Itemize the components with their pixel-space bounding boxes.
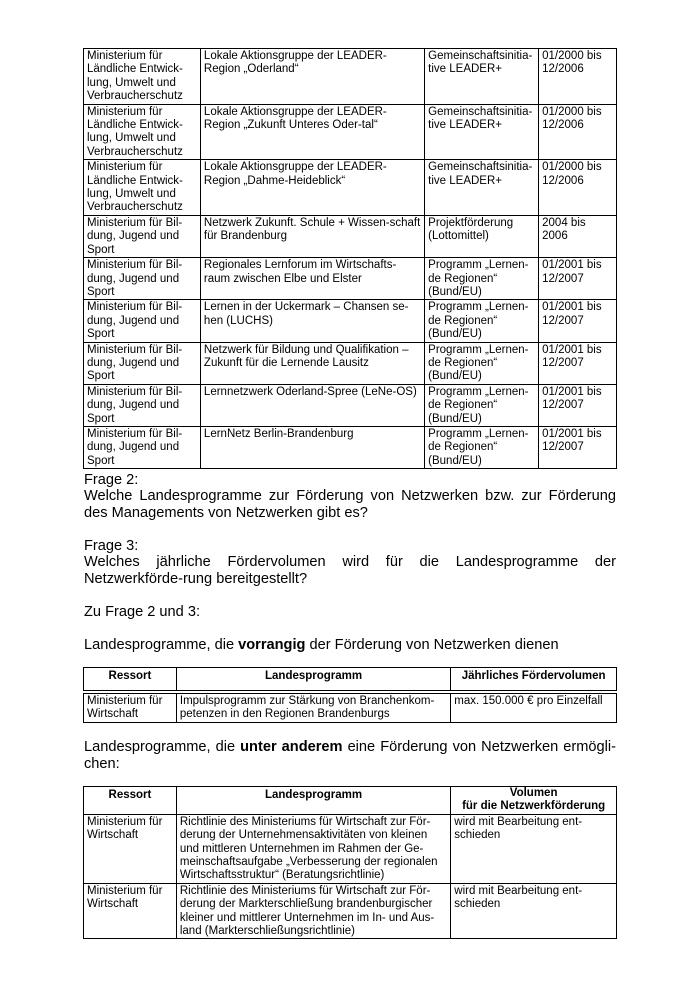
ressort-cell: Ministerium für Bil-dung, Jugend und Sport — [84, 215, 201, 257]
programm-cell: Programm „Lernen-de Regionen“ (Bund/EU) — [425, 342, 539, 384]
table-row — [84, 426, 617, 468]
network-projects-table — [83, 48, 617, 469]
programm-cell: Gemeinschaftsinitia-tive LEADER+ — [425, 160, 539, 216]
question-3-label: Frage 3: — [84, 538, 139, 554]
ressort-cell: Ministerium für Wirtschaft — [84, 694, 177, 723]
projekt-cell: Lokale Aktionsgruppe der LEADER-Region „Zukunft Unteres Oder-tal“ — [200, 104, 424, 160]
column-header-foerdervolumen: Jährliches Fördervolumen — [451, 668, 617, 691]
zeitraum-cell: 2004 bis 2006 — [539, 215, 617, 257]
projekt-cell: Netzwerk Zukunft. Schule + Wissen-schaft für Brandenburg — [200, 215, 424, 257]
column-header-volumen: Volumen für die Netzwerkförderung — [451, 787, 617, 815]
zeitraum-cell: 01/2001 bis 12/2007 — [539, 426, 617, 468]
column-header-landesprogramm: Landesprogramm — [176, 787, 450, 815]
table-row — [84, 814, 617, 883]
column-header-ressort: Ressort — [84, 668, 177, 691]
projekt-cell: LernNetz Berlin-Brandenburg — [200, 426, 424, 468]
question-2-label: Frage 2: — [84, 472, 139, 488]
zeitraum-cell: 01/2001 bis 12/2007 — [539, 342, 617, 384]
projekt-cell: Regionales Lernforum im Wirtschafts-raum zwischen Elbe und Elster — [200, 258, 424, 300]
zeitraum-cell: 01/2001 bis 12/2007 — [539, 258, 617, 300]
table-row — [84, 300, 617, 342]
landesprogramm-cell: Impulsprogramm zur Stärkung von Branchenkom-petenzen in den Regionen Brandenburgs — [176, 694, 450, 723]
programm-cell: Programm „Lernen-de Regionen“ (Bund/EU) — [425, 384, 539, 426]
column-header-landesprogramm: Landesprogramm — [176, 668, 450, 691]
zeitraum-cell: 01/2000 bis 12/2006 — [539, 49, 617, 105]
ressort-cell: Ministerium für Bil-dung, Jugend und Sport — [84, 300, 201, 342]
programm-cell: Programm „Lernen-de Regionen“ (Bund/EU) — [425, 300, 539, 342]
ressort-cell: Ministerium für Ländliche Entwick-lung, Umwelt und Verbraucherschutz — [84, 160, 201, 216]
table-row — [84, 694, 617, 723]
zeitraum-cell: 01/2000 bis 12/2006 — [539, 160, 617, 216]
landesprogramm-cell: Richtlinie des Ministeriums für Wirtschaft zur För-derung der Unternehmensaktivitäten von kleinen und mittleren Unternehmen im Rahmen der Ge-meinschaftsaufgabe „Verbesserung der regionalen Wirtschaftsstruktur“ (Beratungsrichtlinie) — [176, 814, 450, 883]
table-row — [84, 384, 617, 426]
programm-cell: Gemeinschaftsinitia-tive LEADER+ — [425, 49, 539, 105]
landesprogramm-cell: Richtlinie des Ministeriums für Wirtschaft zur För-derung der Markterschließung brandenburgischer kleiner und mittlerer Unternehmen im In- und Aus-land (Markterschließungsrichtlinie) — [176, 883, 450, 939]
programm-cell: Projektförderung (Lottomittel) — [425, 215, 539, 257]
question-3-text: Welches jährliche Fördervolumen wird für die Landesprogramme der Netzwerkförde-rung bereitgestellt? — [84, 554, 616, 587]
programm-cell: Programm „Lernen-de Regionen“ (Bund/EU) — [425, 426, 539, 468]
table-row — [84, 215, 617, 257]
projekt-cell: Netzwerk für Bildung und Qualifikation – Zukunft für die Lernende Lausitz — [200, 342, 424, 384]
ressort-cell: Ministerium für Bil-dung, Jugend und Sport — [84, 342, 201, 384]
ressort-cell: Ministerium für Wirtschaft — [84, 883, 177, 939]
ressort-cell: Ministerium für Ländliche Entwick-lung, Umwelt und Verbraucherschutz — [84, 49, 201, 105]
ressort-cell: Ministerium für Ländliche Entwick-lung, Umwelt und Verbraucherschutz — [84, 104, 201, 160]
projekt-cell: Lokale Aktionsgruppe der LEADER-Region „Oderland“ — [200, 49, 424, 105]
ressort-cell: Ministerium für Bil-dung, Jugend und Sport — [84, 426, 201, 468]
table-row — [84, 342, 617, 384]
projekt-cell: Lokale Aktionsgruppe der LEADER-Region „Dahme-Heideblick“ — [200, 160, 424, 216]
secondary-programs-table — [83, 786, 617, 939]
ressort-cell: Ministerium für Bil-dung, Jugend und Sport — [84, 384, 201, 426]
zeitraum-cell: 01/2000 bis 12/2006 — [539, 104, 617, 160]
programm-cell: Programm „Lernen-de Regionen“ (Bund/EU) — [425, 258, 539, 300]
volumen-cell: wird mit Bearbeitung ent-schieden — [451, 883, 617, 939]
table-row — [84, 883, 617, 939]
ressort-cell: Ministerium für Wirtschaft — [84, 814, 177, 883]
volumen-cell: wird mit Bearbeitung ent-schieden — [451, 814, 617, 883]
table-row — [84, 49, 617, 105]
table-row — [84, 160, 617, 216]
volumen-cell: max. 150.000 € pro Einzelfall — [451, 694, 617, 723]
section-secondary-heading: Landesprogramme, die unter anderem eine Förderung von Netzwerken ermögli-chen: — [84, 739, 616, 772]
projekt-cell: Lernen in der Uckermark – Chansen se-hen (LUCHS) — [200, 300, 424, 342]
question-2-text: Welche Landesprogramme zur Förderung von Netzwerken bzw. zur Förderung des Managements von Netzwerken gibt es? — [84, 488, 616, 521]
ressort-cell: Ministerium für Bil-dung, Jugend und Sport — [84, 258, 201, 300]
programm-cell: Gemeinschaftsinitia-tive LEADER+ — [425, 104, 539, 160]
answer-heading: Zu Frage 2 und 3: — [84, 604, 201, 620]
projekt-cell: Lernnetzwerk Oderland-Spree (LeNe-OS) — [200, 384, 424, 426]
section-primary-heading: Landesprogramme, die vorrangig der Förderung von Netzwerken dienen — [84, 637, 559, 653]
table-row — [84, 258, 617, 300]
primary-programs-table — [83, 667, 617, 723]
zeitraum-cell: 01/2001 bis 12/2007 — [539, 300, 617, 342]
table-row — [84, 104, 617, 160]
zeitraum-cell: 01/2001 bis 12/2007 — [539, 384, 617, 426]
column-header-ressort: Ressort — [84, 787, 177, 815]
